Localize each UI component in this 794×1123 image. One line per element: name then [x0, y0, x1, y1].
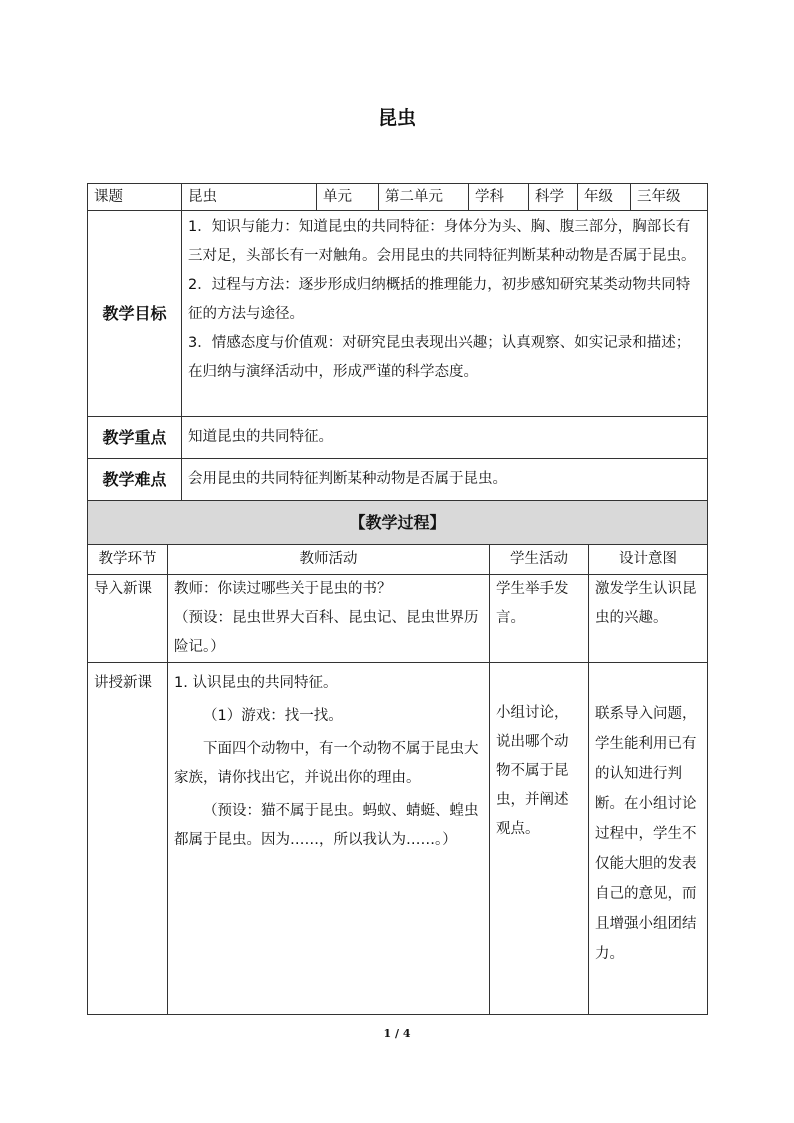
lesson-value: 昆虫	[182, 184, 317, 211]
intent-cell: 激发学生认识昆虫的兴趣。	[589, 575, 708, 663]
objectives-label: 教学目标	[88, 211, 182, 417]
teacher-line: （预设：猫不属于昆虫。蚂蚁、蜻蜓、蝗虫都属于昆虫。因为……，所以我认为……。）	[174, 803, 479, 848]
process-heading: 【教学过程】	[88, 501, 708, 545]
teacher-cell	[168, 575, 490, 663]
page-title: 昆虫	[377, 107, 416, 129]
teacher-cell	[168, 663, 490, 1015]
difficulty-value: 会用昆虫的共同特征判断某种动物是否属于昆虫。	[182, 459, 708, 501]
objective-item: 1．知识与能力：知道昆虫的共同特征：身体分为头、胸、腹三部分，胸部长有三对足，头部长有一对触角。会用昆虫的共同特征判断某种动物是否属于昆虫。	[188, 219, 696, 264]
teacher-line: 教师：你读过哪些关于昆虫的书？	[174, 581, 392, 597]
grade-label: 年级	[578, 184, 631, 211]
page-number: 1 / 4	[383, 1027, 411, 1040]
process-table	[87, 500, 708, 1015]
objectives-content	[182, 211, 708, 417]
key-point-label: 教学重点	[88, 417, 182, 459]
stage-cell: 讲授新课	[88, 663, 168, 1015]
key-point-value: 知道昆虫的共同特征。	[182, 417, 708, 459]
column-header: 教师活动	[168, 545, 490, 575]
lesson-label: 课题	[88, 184, 182, 211]
teacher-line: （1）游戏：找一找。	[203, 708, 343, 724]
stage-cell: 导入新课	[88, 575, 168, 663]
unit-label: 单元	[317, 184, 379, 211]
objective-item: 2．过程与方法：逐步形成归纳概括的推理能力，初步感知研究某类动物共同特征的方法与途径。	[188, 277, 691, 322]
teacher-line: 1. 认识昆虫的共同特征。	[174, 675, 338, 691]
objective-item: 3．情感态度与价值观：对研究昆虫表现出兴趣；认真观察、如实记录和描述；在归纳与演绎活动中，形成严谨的科学态度。	[188, 335, 691, 380]
grade-value: 三年级	[631, 184, 708, 211]
table-row	[88, 663, 708, 1015]
teacher-line: （预设：昆虫世界大百科、昆虫记、昆虫世界历险记。）	[174, 610, 479, 655]
column-header: 教学环节	[88, 545, 168, 575]
lesson-info-table	[87, 183, 708, 501]
unit-value: 第二单元	[379, 184, 469, 211]
student-cell: 小组讨论，说出哪个动物不属于昆虫，并阐述观点。	[490, 663, 589, 1015]
table-row	[88, 575, 708, 663]
teacher-line: 下面四个动物中，有一个动物不属于昆虫大家族，请你找出它，并说出你的理由。	[174, 741, 479, 786]
column-header: 设计意图	[589, 545, 708, 575]
subject-label: 学科	[469, 184, 529, 211]
subject-value: 科学	[529, 184, 578, 211]
difficulty-label: 教学难点	[88, 459, 182, 501]
intent-cell: 联系导入问题，学生能利用已有的认知进行判断。在小组讨论过程中，学生不仅能大胆的发表自己的意见，而且增强小组团结力。	[589, 663, 708, 1015]
column-header: 学生活动	[490, 545, 589, 575]
student-cell: 学生举手发言。	[490, 575, 589, 663]
